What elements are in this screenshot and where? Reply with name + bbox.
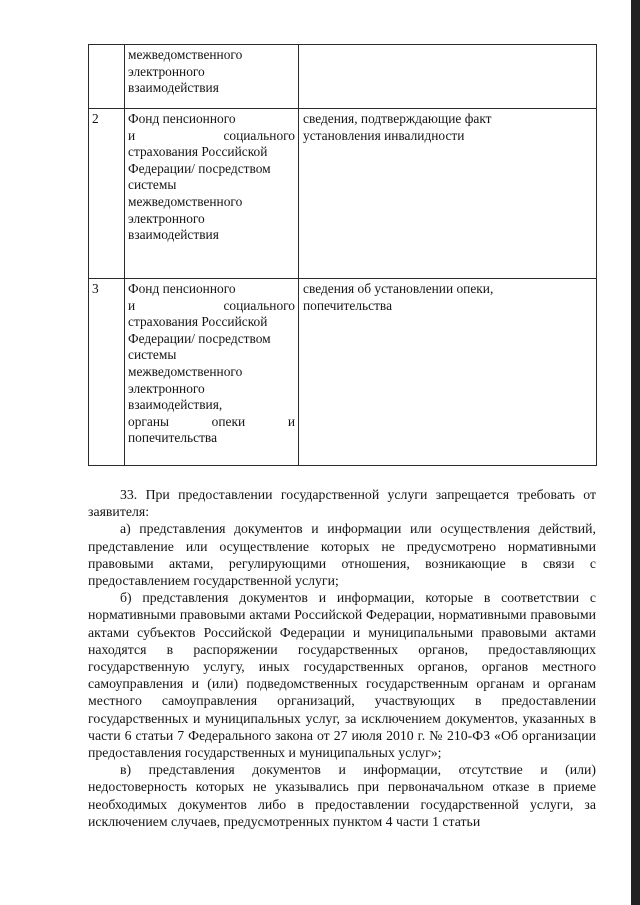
word: социального <box>223 127 295 143</box>
row-number-cell <box>89 279 125 466</box>
org-line: Фонд пенсионного <box>128 111 236 126</box>
org-line: электронного <box>128 380 205 396</box>
org-line: взаимодействия <box>128 80 219 96</box>
paragraph-v: в) представления документов и информации, отсутствие и (или) недостоверность которых не указывались при первоначальном отказе в приеме необходимых документов либо в предоставлении государственной услуги, за исключением случаев, предусмотренных пунктом 4 части 1 статьи <box>88 762 596 829</box>
org-line: системы <box>128 347 177 363</box>
paragraph-b: б) представления документов и информации, которые в соответствии с нормативными правовыми актами Российской Федерации, нормативными правовыми актами субъектов Российской Федерации и муниципальными правовыми актами находятся в распоряжении государственных органов, предоставляющих государственную услугу, иных государственных органов, органов местного самоуправления и (или) подведомственных государственным органам и органам местного самоуправления организаций, участвующих в предоставлении государственных и муниципальных услуг, за исключением документов, указанных в части 6 статьи 7 Федерального закона от 27 июля 2010 г. № 210-ФЗ «Об организации предоставления государственных и муниципальных услуг»; <box>88 590 596 761</box>
org-line: страхования Российской <box>128 314 268 330</box>
org-line-justified <box>128 298 295 315</box>
info-line: сведения, подтверждающие факт <box>303 111 492 126</box>
paragraph-33: 33. При предоставлении государственной услуги запрещается требовать от заявителя: <box>88 487 596 520</box>
org-line: электронного <box>128 63 205 79</box>
organization-cell <box>125 109 299 279</box>
row-number-cell <box>89 109 125 279</box>
org-line: попечительства <box>128 430 218 446</box>
org-line: межведомственного <box>128 193 243 209</box>
word: и <box>128 297 136 313</box>
org-line: взаимодействия, <box>128 397 223 413</box>
org-line: страхования Российской <box>128 144 268 160</box>
services-table <box>88 44 597 466</box>
info-line: попечительства <box>303 297 393 313</box>
organization-cell <box>125 279 299 466</box>
body-text <box>88 486 596 830</box>
word: органы <box>128 413 169 429</box>
org-line: межведомственного <box>128 47 243 62</box>
row-number: 2 <box>92 111 99 126</box>
table-row <box>89 109 597 279</box>
row-number: 3 <box>92 281 99 296</box>
word: и <box>287 413 295 429</box>
table-row <box>89 279 597 466</box>
info-line: установления инвалидности <box>303 127 465 143</box>
org-line: Федерации/ посредством <box>128 330 271 346</box>
info-line: сведения об установлении опеки, <box>303 281 494 296</box>
org-line: системы <box>128 177 177 193</box>
org-line: Фонд пенсионного <box>128 281 236 296</box>
organization-cell <box>125 45 299 109</box>
org-line: Федерации/ посредством <box>128 160 271 176</box>
scan-edge <box>631 0 640 905</box>
org-line: межведомственного <box>128 363 243 379</box>
word: опеки <box>211 413 246 429</box>
org-line-justified <box>128 128 295 145</box>
org-line: электронного <box>128 210 205 226</box>
org-line: взаимодействия <box>128 227 219 243</box>
table-row <box>89 45 597 109</box>
info-cell <box>299 279 597 466</box>
paragraph-a: а) представления документов и информации или осуществления действий, представление или осуществление которых не предусмотрено нормативными правовыми актами, регулирующими отношения, возникающие в связи с предоставлением государственной услуги; <box>88 521 596 589</box>
word: социального <box>223 297 295 313</box>
word: и <box>128 127 136 143</box>
org-line-justified <box>128 414 295 431</box>
info-cell <box>299 109 597 279</box>
row-number-cell <box>89 45 125 109</box>
info-cell <box>299 45 597 109</box>
